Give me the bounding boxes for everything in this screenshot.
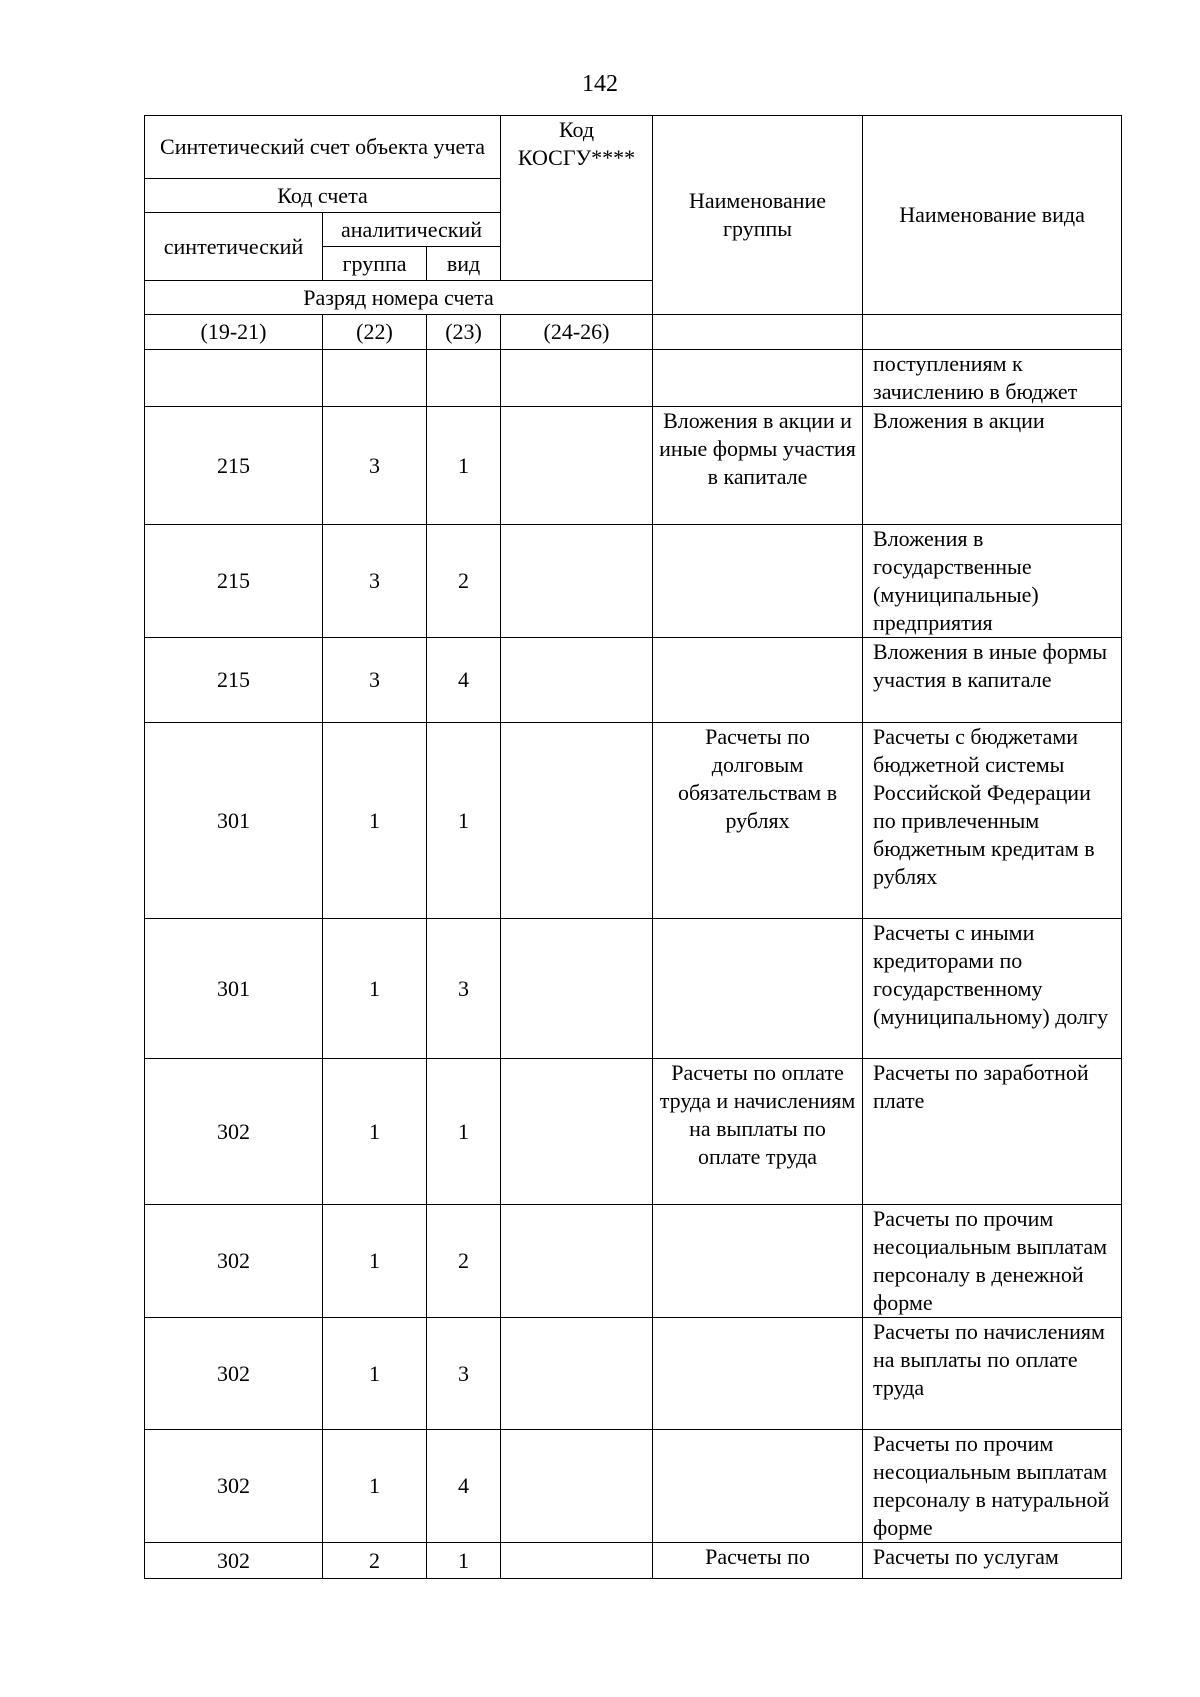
cell-group: 1	[323, 723, 427, 919]
cell-type-name: Вложения в государственные (муниципальные) предприятия	[863, 525, 1122, 638]
page-number: 142	[582, 71, 618, 97]
cell-synthetic: 302	[145, 1543, 323, 1579]
cell-group: 1	[323, 1430, 427, 1543]
cell-kosgu	[501, 1205, 653, 1318]
col-number-group: (22)	[323, 315, 427, 350]
cell-group-name	[653, 525, 863, 638]
cell-type: 1	[427, 1543, 501, 1579]
table-row	[145, 1430, 1122, 1543]
cell-type: 1	[427, 723, 501, 919]
cell-type: 3	[427, 919, 501, 1059]
col-number-type: (23)	[427, 315, 501, 350]
table-row	[145, 525, 1122, 638]
cell-group: 2	[323, 1543, 427, 1579]
cell-group-name: Расчеты по оплате труда и начислениям на выплаты по оплате труда	[653, 1059, 863, 1205]
cell-type: 2	[427, 525, 501, 638]
cell-synthetic: 215	[145, 638, 323, 723]
col-number-type-name	[863, 315, 1122, 350]
cell-kosgu	[501, 407, 653, 525]
cell-synthetic: 302	[145, 1205, 323, 1318]
table-row	[145, 1059, 1122, 1205]
table-row	[145, 1318, 1122, 1430]
cell-group-name: Вложения в акции и иные формы участия в капитале	[653, 407, 863, 525]
cell-type: 3	[427, 1318, 501, 1430]
cell-synthetic: 301	[145, 723, 323, 919]
cell-kosgu	[501, 723, 653, 919]
header-group: группа	[323, 247, 427, 281]
cell-synthetic: 302	[145, 1318, 323, 1430]
header-type-name: Наименование вида	[863, 116, 1122, 315]
cell-kosgu	[501, 350, 653, 407]
cell-type-name: Расчеты по заработной плате	[863, 1059, 1122, 1205]
cell-synthetic	[145, 350, 323, 407]
table-row	[145, 350, 1122, 407]
cell-type: 4	[427, 1430, 501, 1543]
cell-type: 2	[427, 1205, 501, 1318]
table-row	[145, 723, 1122, 919]
header-group-name: Наименование группы	[653, 116, 863, 315]
table-row	[145, 1205, 1122, 1318]
cell-type-name: Расчеты по услугам	[863, 1543, 1122, 1579]
header-account-code: Код счета	[145, 179, 501, 213]
cell-type-name: поступлениям к зачислению в бюджет	[863, 350, 1122, 407]
col-number-group-name	[653, 315, 863, 350]
cell-group: 3	[323, 638, 427, 723]
table-row	[145, 407, 1122, 525]
table-row	[145, 1543, 1122, 1579]
cell-type-name: Расчеты с бюджетами бюджетной системы Российской Федерации по привлеченным бюджетным кредитам в рублях	[863, 723, 1122, 919]
header-kosgu: Код КОСГУ****	[501, 116, 653, 281]
cell-group: 1	[323, 1318, 427, 1430]
cell-kosgu	[501, 525, 653, 638]
cell-type-name: Расчеты по прочим несоциальным выплатам персоналу в денежной форме	[863, 1205, 1122, 1318]
cell-type: 1	[427, 407, 501, 525]
table-row	[145, 638, 1122, 723]
cell-type: 1	[427, 1059, 501, 1205]
cell-group: 3	[323, 525, 427, 638]
cell-kosgu	[501, 638, 653, 723]
col-number-synthetic: (19-21)	[145, 315, 323, 350]
cell-kosgu	[501, 1543, 653, 1579]
cell-synthetic: 215	[145, 525, 323, 638]
cell-group-name: Расчеты по долговым обязательствам в рублях	[653, 723, 863, 919]
cell-group-name	[653, 919, 863, 1059]
cell-group-name	[653, 1318, 863, 1430]
cell-group: 1	[323, 1205, 427, 1318]
accounts-table	[144, 115, 1122, 1579]
col-number-kosgu: (24-26)	[501, 315, 653, 350]
cell-kosgu	[501, 919, 653, 1059]
cell-kosgu	[501, 1318, 653, 1430]
header-synthetic-account: Синтетический счет объекта учета	[145, 116, 501, 179]
cell-type: 4	[427, 638, 501, 723]
cell-group: 1	[323, 919, 427, 1059]
cell-group-name	[653, 1430, 863, 1543]
cell-group-name	[653, 350, 863, 407]
table-row	[145, 919, 1122, 1059]
cell-group-name: Расчеты по	[653, 1543, 863, 1579]
cell-group: 3	[323, 407, 427, 525]
cell-type-name: Расчеты по прочим несоциальным выплатам персоналу в натуральной форме	[863, 1430, 1122, 1543]
cell-type	[427, 350, 501, 407]
cell-synthetic: 301	[145, 919, 323, 1059]
cell-group	[323, 350, 427, 407]
cell-synthetic: 302	[145, 1059, 323, 1205]
cell-group-name	[653, 1205, 863, 1318]
cell-type-name: Вложения в акции	[863, 407, 1122, 525]
header-type: вид	[427, 247, 501, 281]
cell-type-name: Вложения в иные формы участия в капитале	[863, 638, 1122, 723]
cell-kosgu	[501, 1059, 653, 1205]
cell-group: 1	[323, 1059, 427, 1205]
header-analytic: аналитический	[323, 213, 501, 247]
cell-synthetic: 215	[145, 407, 323, 525]
header-digit-position: Разряд номера счета	[145, 281, 653, 315]
cell-synthetic: 302	[145, 1430, 323, 1543]
cell-type-name: Расчеты с иными кредиторами по государственному (муниципальному) долгу	[863, 919, 1122, 1059]
cell-kosgu	[501, 1430, 653, 1543]
header-synthetic: синтетический	[145, 213, 323, 281]
cell-type-name: Расчеты по начислениям на выплаты по оплате труда	[863, 1318, 1122, 1430]
cell-group-name	[653, 638, 863, 723]
